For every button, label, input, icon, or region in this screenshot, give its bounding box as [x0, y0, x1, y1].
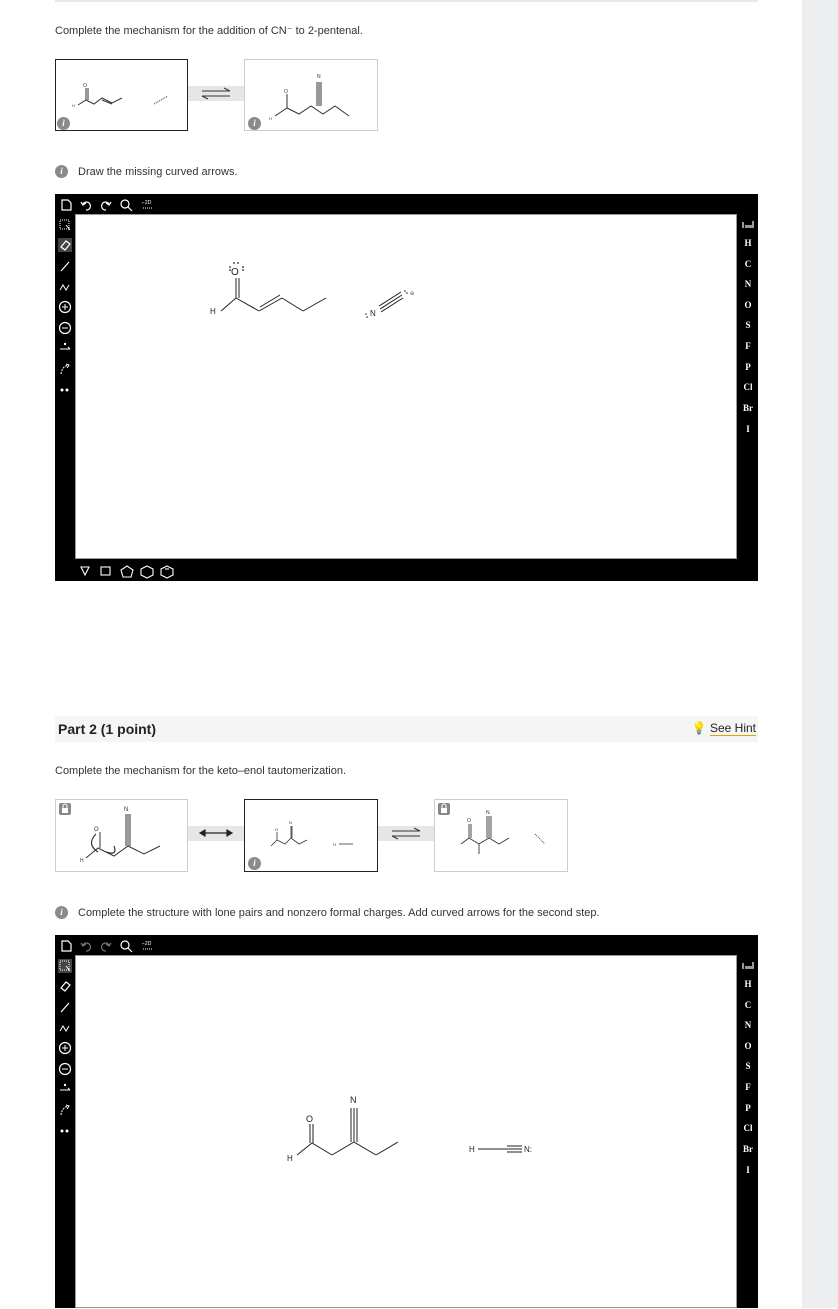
benzene-icon[interactable] [161, 566, 173, 578]
select-lasso-icon[interactable] [58, 959, 72, 973]
element-button-cl[interactable]: Cl [743, 1123, 753, 1133]
element-button-h[interactable]: H [744, 238, 752, 248]
nitrogen-atom-label: N [370, 309, 376, 318]
element-button-o[interactable]: O [744, 1041, 752, 1051]
info-icon[interactable]: i [55, 165, 68, 178]
curved-arrow-icon[interactable] [58, 1103, 72, 1117]
drawing-canvas-2[interactable] [75, 955, 737, 1308]
part1-instruction: Draw the missing curved arrows. [78, 166, 238, 178]
negative-charge-icon[interactable] [58, 1062, 72, 1076]
negative-charge-icon[interactable] [58, 321, 72, 335]
part2-instruction: Complete the structure with lone pairs and nonzero formal charges. Add curved arrows for the second step. [78, 907, 600, 919]
equilibrium-arrow-icon [378, 826, 434, 841]
part2-prompt: Complete the mechanism for the keto–enol tautomerization. [55, 765, 347, 777]
enolate-thumbnail-structure [56, 800, 189, 873]
new-document-icon[interactable] [59, 939, 73, 953]
radical-icon[interactable] [58, 1082, 72, 1096]
resonance-arrow-icon [188, 826, 244, 841]
svg-text:O: O [275, 827, 279, 832]
element-button-p[interactable]: P [745, 362, 751, 372]
part2-title: Part 2 (1 point) [58, 721, 157, 737]
chain-icon[interactable] [58, 1021, 72, 1035]
eraser-icon[interactable] [58, 238, 72, 252]
svg-text:⌐2D: ⌐2D [142, 200, 152, 206]
clean-2d-icon[interactable] [141, 198, 155, 212]
element-button-p[interactable]: P [745, 1103, 751, 1113]
svg-text:H: H [80, 858, 84, 864]
drawing-canvas-1[interactable] [75, 214, 737, 559]
page-scrollbar[interactable] [802, 0, 838, 1308]
info-icon[interactable]: i [248, 117, 261, 130]
chain-icon[interactable] [58, 280, 72, 294]
svg-text:N: N [124, 807, 129, 813]
oxygen-atom-label: O [306, 1114, 314, 1124]
redo-icon[interactable] [99, 198, 113, 212]
equilibrium-arrow-icon [188, 86, 244, 101]
positive-charge-icon[interactable] [58, 300, 72, 314]
hydrogen-atom-label: H [287, 1154, 293, 1163]
radical-icon[interactable] [58, 341, 72, 355]
zoom-icon[interactable] [119, 198, 133, 212]
single-bond-icon[interactable] [58, 1000, 72, 1014]
select-lasso-icon[interactable] [58, 218, 72, 232]
template-shapes-toolbar [79, 564, 199, 580]
see-hint-label: See Hint [709, 721, 756, 735]
product-thumbnail-structure [435, 800, 569, 873]
element-button-c[interactable]: C [744, 1000, 752, 1010]
cyclobutane-icon[interactable] [101, 567, 110, 575]
element-button-n[interactable]: N [744, 279, 752, 289]
new-document-icon[interactable] [59, 198, 73, 212]
see-hint-button[interactable] [692, 721, 756, 735]
element-button-f[interactable]: F [745, 1082, 751, 1092]
lightbulb-icon: 💡 [691, 721, 707, 735]
element-button-i[interactable]: I [746, 424, 750, 434]
oxygen-atom-label: O [231, 267, 239, 278]
element-button-cl[interactable]: Cl [743, 382, 753, 392]
svg-text:O: O [284, 89, 288, 95]
hydrogen-atom-label: H [210, 307, 216, 316]
molecule-structures [76, 215, 738, 560]
reactant-thumbnail-structure [56, 60, 189, 132]
undo-icon[interactable] [79, 198, 93, 212]
clean-2d-icon[interactable] [141, 939, 155, 953]
svg-text:H: H [269, 116, 272, 121]
top-divider [55, 0, 758, 2]
info-icon[interactable]: i [248, 857, 261, 870]
element-button-f[interactable]: F [745, 341, 751, 351]
mechanism-step-1-thumbnail[interactable] [55, 59, 188, 131]
svg-text:H: H [333, 842, 336, 847]
resonance-arrow [188, 826, 244, 841]
hcn-nitrogen-label: N: [524, 1145, 532, 1154]
lone-pair-icon[interactable] [58, 383, 72, 397]
svg-text:N: N [317, 74, 321, 80]
zoom-icon[interactable] [119, 939, 133, 953]
periodic-table-icon[interactable] [741, 959, 755, 973]
eraser-icon[interactable] [58, 979, 72, 993]
svg-text:O: O [83, 83, 87, 89]
info-icon[interactable]: i [57, 117, 70, 130]
single-bond-icon[interactable] [58, 259, 72, 273]
svg-text:N: N [289, 820, 292, 825]
molecule-structures [76, 956, 738, 1309]
cyclopentane-icon[interactable] [121, 566, 133, 577]
element-button-n[interactable]: N [744, 1020, 752, 1030]
mechanism-step-3-thumbnail[interactable] [434, 799, 568, 872]
mechanism-step-2-thumbnail[interactable] [244, 59, 378, 131]
element-button-s[interactable]: S [745, 1061, 751, 1071]
nitrogen-atom-label: N [350, 1095, 357, 1105]
part1-prompt: Complete the mechanism for the addition of CN⁻ to 2-pentenal. [55, 25, 363, 37]
element-button-h[interactable]: H [744, 979, 752, 989]
intermediate-thumbnail-structure [245, 800, 379, 873]
mechanism-step-2-thumbnail[interactable] [244, 799, 378, 872]
element-button-br[interactable]: Br [743, 403, 753, 413]
periodic-table-icon[interactable] [741, 218, 755, 232]
cyclopropane-icon[interactable] [81, 567, 89, 575]
element-button-i[interactable]: I [746, 1165, 750, 1175]
redo-icon[interactable] [99, 939, 113, 953]
hcn-hydrogen-label: H [469, 1145, 475, 1154]
equilibrium-arrow [188, 86, 244, 101]
svg-text:O: O [94, 827, 99, 833]
carbon-charge-label: ⊖ [410, 291, 415, 297]
svg-text:N: N [486, 810, 490, 816]
element-button-s[interactable]: S [745, 320, 751, 330]
drawing-editor-2 [55, 935, 758, 1308]
svg-text:H: H [72, 103, 75, 108]
undo-icon[interactable] [79, 939, 93, 953]
element-button-br[interactable]: Br [743, 1144, 753, 1154]
mechanism-step-1-thumbnail[interactable] [55, 799, 188, 872]
svg-text:O: O [467, 818, 471, 824]
element-button-c[interactable]: C [744, 259, 752, 269]
equilibrium-arrow [378, 826, 434, 841]
lock-icon [438, 803, 450, 815]
curved-arrow-icon[interactable] [58, 362, 72, 376]
lone-pair-icon[interactable] [58, 1124, 72, 1138]
drawing-editor-1 [55, 194, 758, 581]
product-thumbnail-structure [245, 60, 379, 132]
svg-text:⌐2D: ⌐2D [142, 941, 152, 947]
positive-charge-icon[interactable] [58, 1041, 72, 1055]
info-icon[interactable]: i [55, 906, 68, 919]
lock-icon [59, 803, 71, 815]
cyclohexane-icon[interactable] [141, 566, 153, 578]
part2-header [55, 716, 758, 742]
element-button-o[interactable]: O [744, 300, 752, 310]
